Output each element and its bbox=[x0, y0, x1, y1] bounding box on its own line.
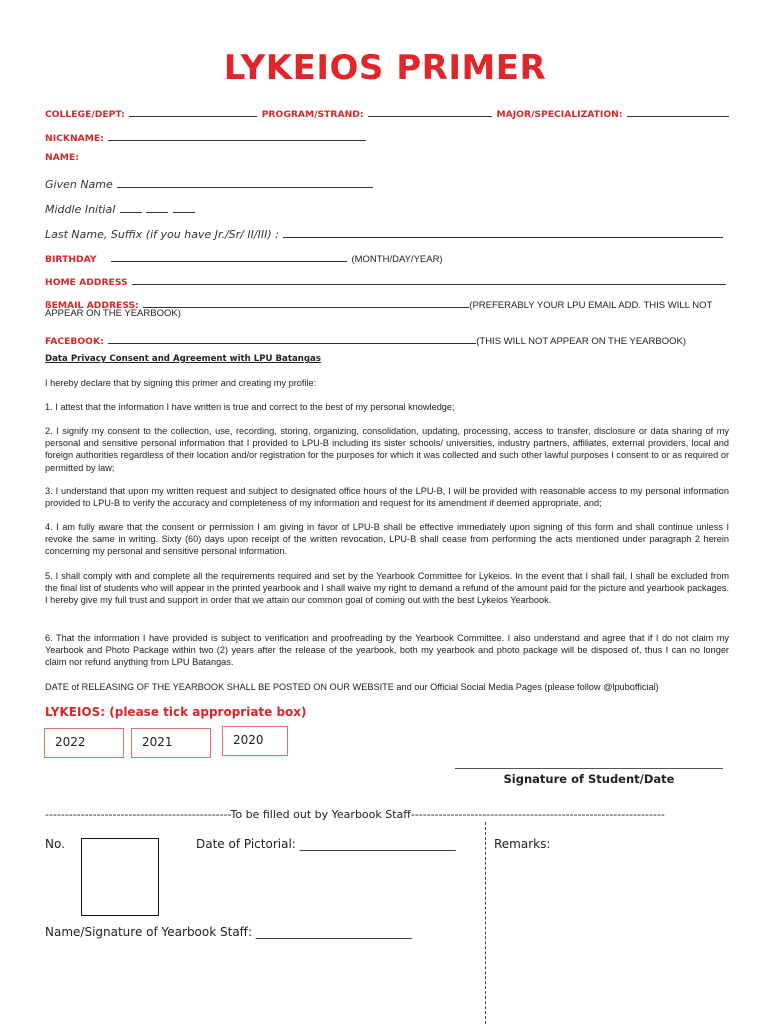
year-2021-checkbox[interactable] bbox=[131, 728, 211, 758]
email-field[interactable] bbox=[143, 298, 469, 308]
nickname-label: NICKNAME: bbox=[45, 133, 104, 144]
middle-initial-row bbox=[45, 200, 195, 218]
privacy-item-3: 3. I understand that upon my written request and subject to designated office hours of the LPU-B, I will be provided with reasonable access to my personal information provided to LPU-B to verify the accuracy and completeness of my information and request for its amendment if deemed appropriate, and; bbox=[45, 486, 729, 509]
facebook-hint: (THIS WILL NOT APPEAR ON THE YEARBOOK) bbox=[476, 336, 686, 347]
pictorial-date-label: Date of Pictorial: __________________________ bbox=[196, 837, 456, 851]
email-hint-continued: APPEAR ON THE YEARBOOK) bbox=[45, 308, 181, 319]
privacy-heading: Data Privacy Consent and Agreement with LPU Batangas bbox=[45, 354, 321, 364]
major-label: MAJOR/SPECIALIZATION: bbox=[496, 109, 623, 120]
page-title: LYKEIOS PRIMER bbox=[223, 48, 547, 88]
home-address-label: HOME ADDRESS bbox=[45, 277, 128, 288]
college-label: COLLEGE/DEPT: bbox=[45, 109, 125, 120]
privacy-item-1: 1. I attest that the information I have written is true and correct to the best of my personal knowledge; bbox=[45, 402, 455, 412]
privacy-item-4: 4. I am fully aware that the consent or permission I am giving in favor of LPU-B shall be effective immediately upon signing of this form and shall continue unless I revoke the same in writing. Sixty (60) days upon receipt of the written revocation, LPU-B shall cease from performing the acts mentioned under paragraph 2 herein concerning my personal and sensitive personal information. bbox=[45, 522, 729, 557]
facebook-field[interactable] bbox=[108, 334, 476, 344]
year-2020-label: 2020 bbox=[233, 733, 264, 747]
staff-vertical-divider bbox=[485, 822, 486, 1024]
photo-number-box[interactable] bbox=[81, 838, 159, 916]
staff-divider: -----------------------------------------------To be filled out by Yearbook Staff---------------------------------------------------------------- bbox=[45, 808, 665, 821]
birthday-field[interactable] bbox=[111, 252, 347, 262]
privacy-intro: I hereby declare that by signing this primer and creating my profile: bbox=[45, 378, 317, 388]
facebook-label: FACEBOOK: bbox=[45, 336, 104, 347]
privacy-item-2: 2. I signify my consent to the collection, use, recording, storing, organizing, consolidation, updating, processing, access to transfer, disclosure or data sharing of my personal and sensitive personal information that I provided to LPU-B including its sister schools/ universities, industry partners, affiliates, external providers, local and foreign authorities regardless of their location and/or registration for the purposes for which it was collected and such other lawful purposes I consent to or as required or permitted by law; bbox=[45, 426, 729, 473]
lykeios-heading: LYKEIOS: (please tick appropriate box) bbox=[45, 705, 307, 719]
birthday-row bbox=[45, 249, 443, 267]
staff-signature-label: Name/Signature of Yearbook Staff: __________________________ bbox=[45, 925, 412, 939]
birthday-hint: (MONTH/DAY/YEAR) bbox=[351, 254, 443, 265]
last-name-label: Last Name, Suffix (if you have Jr./Sr/ II/III) : bbox=[45, 228, 279, 241]
email-label: ßEMAIL ADDRESS: bbox=[45, 300, 139, 311]
year-2021-label: 2021 bbox=[142, 735, 173, 749]
name-label: NAME: bbox=[45, 152, 79, 163]
given-name-row bbox=[45, 175, 373, 193]
nickname-row bbox=[45, 128, 366, 146]
given-name-label: Given Name bbox=[45, 178, 113, 191]
middle-initial-field-2[interactable] bbox=[146, 203, 168, 213]
middle-initial-label: Middle Initial bbox=[45, 203, 116, 216]
middle-initial-field-3[interactable] bbox=[173, 203, 195, 213]
facebook-row bbox=[45, 331, 686, 349]
release-notice: DATE of RELEASING OF THE YEARBOOK SHALL BE POSTED ON OUR WEBSITE and our Official Social Media Pages (please follow @lpubofficial) bbox=[45, 682, 659, 692]
signature-line[interactable] bbox=[455, 768, 723, 769]
given-name-field[interactable] bbox=[117, 178, 373, 188]
nickname-field[interactable] bbox=[108, 131, 366, 141]
remarks-label: Remarks: bbox=[494, 837, 551, 851]
program-field[interactable] bbox=[368, 107, 492, 117]
email-hint: (PREFERABLY YOUR LPU EMAIL ADD. THIS WILL NOT bbox=[469, 300, 713, 311]
signature-label: Signature of Student/Date bbox=[503, 772, 675, 786]
birthday-label: BIRTHDAY bbox=[45, 254, 97, 265]
number-label: No. bbox=[45, 837, 65, 851]
college-field[interactable] bbox=[129, 107, 257, 117]
home-address-row bbox=[45, 272, 726, 290]
privacy-item-5: 5. I shall comply with and complete all the requirements required and set by the Yearbook Committee for Lykeios. In the event that I shall fail, I shall be excluded from the final list of students who will appear in the printed yearbook and I shall waive my right to demand a refund of the amount paid for the picture and yearbook packages. I hereby give my full trust and support in order that we attain our common goal of coming out with the best Lykeios Yearbook. bbox=[45, 571, 729, 606]
year-2020-checkbox[interactable] bbox=[222, 726, 288, 756]
last-name-field[interactable] bbox=[283, 228, 723, 238]
year-2022-label: 2022 bbox=[55, 735, 86, 749]
privacy-item-6: 6. That the information I have provided is subject to verification and proofreading by the Yearbook Committee. I also understand and agree that if I do not claim my Yearbook and Photo Package within two (2) years after the release of the yearbook, both my yearbook and photo package will be disposed of, thus I can no longer claim nor refund anything from LPU Batangas. bbox=[45, 633, 729, 668]
year-2022-checkbox[interactable] bbox=[44, 728, 124, 758]
academic-row bbox=[45, 104, 735, 122]
last-name-row bbox=[45, 225, 723, 243]
middle-initial-field-1[interactable] bbox=[120, 203, 142, 213]
major-field[interactable] bbox=[627, 107, 729, 117]
home-address-field[interactable] bbox=[132, 275, 726, 285]
program-label: PROGRAM/STRAND: bbox=[261, 109, 364, 120]
